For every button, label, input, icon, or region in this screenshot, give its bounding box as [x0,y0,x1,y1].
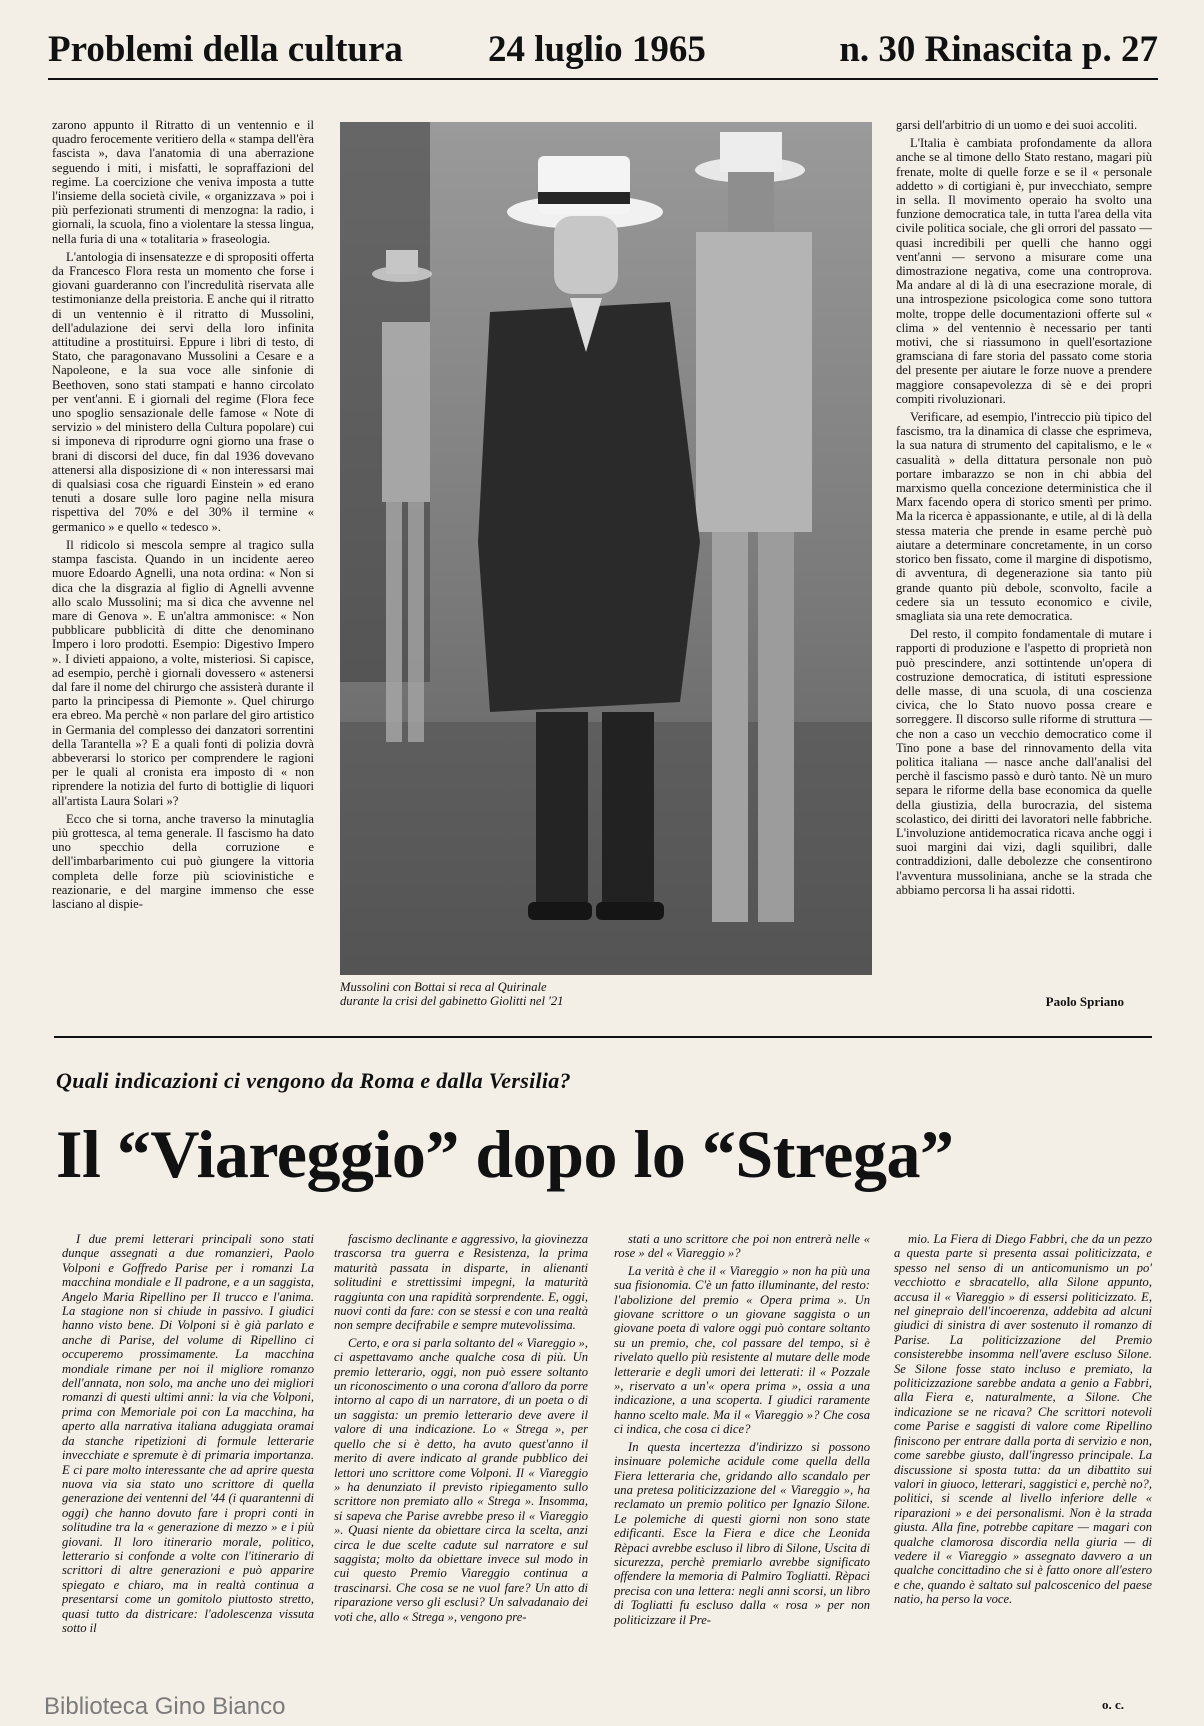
paragraph: mio. La Fiera di Diego Fabbri, che da un pezzo a questa parte si presenta assai politicizzata, e spesso nel senso di un anticomunismo un po' vecchiotto e sbracatello, alla Silone appunto, accusa il « Viareggio » di essersi politicizzato. E, nel ginepraio dell'incoerenza, addebita ad alcuni giudici di sinistra di aver sostenuto il romanzo di Parise. La politicizzazione del Premio consisterebbe insomma nell'avere escluso Silone. Se Silone fosse stato incluso e premiato, la politicizzazione sarebbe andata a genio a Fabbri, alla Fiera e, naturalmente, a Silone. Che indicazione se ne ricava? Che scrittori notevoli come Parise e saggisti di valore come Ripellino finiscono per entrare dalla porta di servizio e non, come sarebbe giusto, dall'ingresso principale. La discussione si sposta tutta: da un dibattito sui valori in giuoco, letterari, saggistici e, perchè no?, politici, si scende al livello inferiore delle « riparazioni » e dei personalismi. Non è la strada giusta. Alla fine, potrebbe capitare — magari con qualche clamorosa discordia nella giuria — di vedere il « Viareggio » assegnato davvero a un qualche concittadino che si è fatto onore all'estero e che, quando è saltato sul palcoscenico del paese natio, ha perso la voce. [894,1232,1152,1607]
paragraph: garsi dell'arbitrio di un uomo e dei suoi accoliti. [896,118,1138,132]
paragraph: Ecco che si torna, anche traverso la minutaglia più grottesca, al tema generale. Il fascismo ha dato uno specchio della corruzione e dell'imbarbarimento cui può giungere la vittoria completa delle forze più sciovinistiche e reazionarie, e del margine immenso che esse lasciano al dispie- [52,811,314,911]
paragraph: zarono appunto il Ritratto di un ventennio e il quadro ferocemente veritiero della « stampa dell'èra fascista », dava l'anatomia di una aberrazione seguendo i miti, i misfatti, le sopraffazioni del regime. La coercizione che veniva imposta a tutte l'insieme della società civile, « organizzava » poi i più perfezionati strumenti di menzogna: la radio, i giornali, la scuola, fino a violentare la stessa lingua, nella furia di una « totalitaria » fraseologia. [52,118,314,246]
masthead [48,28,1158,78]
photo-illustration [340,122,872,975]
paragraph: I due premi letterari principali sono stati dunque assegnati a due romanzieri, Paolo Volponi e Goffredo Parise per i romanzi La macchina mondiale e Il padrone, e a un saggista, Angelo Maria Ripellino per Il trucco e l'anima. La stagione non si chiude in passivo. I giudici hanno visto bene. Di Volponi si è già parlato e anche di Parise, del volume di Ripellino ci occuperemo prossimamente. La macchina mondiale rimane per noi il migliore romanzo dell'annata, non solo, ma anche uno dei migliori romanzi di questi ultimi anni: la via che Volponi, prima con Memoriale poi con La macchina, ha aperto alla narrativa italiana aduggiata oramai da stanche ripetizioni di formule letterarie invecchiate e spremute è di primaria importanza. E ci pare molto interessante che ad aprire questa nuova via sia stato uno scrittore di quella generazione dei ventenni del '44 (i quarantenni di oggi) che hanno dovuto fare i propri conti in solitudine tra la « generazione di mezzo » e i più giovani. Il loro itinerario morale, politico, letterario si confonde a volte con l'itinerario di scrittori di altre generazioni e può apparire spiegato e chiaro, ma in realtà continua a presentarsi come un gomitolo piuttosto stretto, quasi tutto da districare: l'adolescenza vissuta sotto il [62,1232,314,1635]
paragraph: In questa incertezza d'indirizzo si possono insinuare polemiche acidule come quella della Fiera letteraria che, gridando allo scandalo per una pretesa politicizzazione del « Viareggio », ha reclamato un premio politico per Ignazio Silone. Le polemiche di questi giorni non sono state edificanti. Esce la Fiera e dice che Leonida Rèpaci avrebbe escluso il libro di Silone, Uscita di sicurezza, perchè premiarlo avrebbe significato offendere la memoria di Palmiro Togliatti. Rèpaci precisa con una lettera: negli anni scorsi, un libro di Togliatti fu escluso dalla « rosa » per non politicizzare il Pre- [614,1439,870,1627]
article2-column-1 [62,1232,314,1638]
issue-number: n. 30 Rinascita p. 27 [839,29,1158,70]
paragraph: La verità è che il « Viareggio » non ha più una sua fisionomia. C'è un fatto illuminante, del resto: l'abolizione del premio « Opera prima ». Un giovane scrittore o un giovane saggista o un giovane poeta di valore oggi può contare soltanto su un premio, che, col passare del tempo, si è rivelato quello più resistente al mutare delle mode letterarie e degli umori dei letterati: il « Pozzale », riservato a un'« opera prima », ossia a una indicazione, a una scoperta. I giudici raramente hanno scelto male. Ma il « Viareggio »? Che cosa ci indica, che cosa ci dice? [614,1263,870,1437]
article2-headline: Il “Viareggio” dopo lo “Strega” [56,1116,954,1192]
issue-date: 24 luglio 1965 [488,29,706,70]
caption-line: durante la crisi del gabinetto Giolitti nel '21 [340,994,564,1008]
paragraph: L'Italia è cambiata profondamente da allora anche se al timone dello Stato restano, magari più frenate, molte di quelle forze e se il « personale addetto » di cortigiani è, pur invecchiato, sempre in sella. Il movimento operaio ha svolto una funzione democratica tale, in tutta l'area della vita civile politica sociale, che gli orrori del passato — quasi incredibili per quelli che hanno oggi vent'anni — servono a misurare come una dimostrazione negativa, come una controprova. Ma andare al di là di una esecrazione morale, di una introspezione psicologica come sono tuttora molte, troppe delle documentazioni offerte sul « clima » del ventennio è necessario per tanti motivi, che si riassumono in quell'esortazione gramsciana di fare storia del passato come storia del presente per aiutare le forze nuove a prendere maggiore consapevolezza di sè e dei propri compiti rivoluzionari. [896,136,1152,406]
article2-column-3 [614,1232,870,1630]
article1-column-left [52,118,314,915]
photo-caption [340,980,640,1008]
article2-author: o. c. [1101,1697,1124,1712]
historical-photo [340,122,872,975]
article2-column-4 [894,1232,1152,1610]
paragraph: Del resto, il compito fondamentale di mutare i rapporti di produzione e l'aspetto di proprietà non può prescindere, anzi sottintende un'opera di costruzione democratica, di istituti espressione delle masse, di una scuola, di una coscienza civica, che lo Stato nuovo possa creare e sorreggere. Il discorso sulle riforme di struttura — che non a caso un vecchio democratico come il Tino pone a base del rinnovamento della vita politica italiana — nasce anche dall'analisi del perchè il fascismo passò e durò tanto. Nè un muro separa le riforme della base economica da quelle della giustizia, della burocrazia, del sistema scolastico, dei diritti dei lavoratori nelle fabbriche. L'involuzione antidemocratica ricava anche oggi i suoi margini dai vizi, dagli squilibri, dalle contraddizioni, dalle debolezze che consentirono l'avventura mussoliniana, anche se la strada che abbiamo percorsa li ha assai ridotti. [896,627,1152,897]
caption-line: Mussolini con Bottai si reca al Quirinale [340,980,547,994]
article1-author: Paolo Spriano [1045,994,1124,1009]
library-watermark: Biblioteca Gino Bianco [44,1693,286,1720]
masthead-rule [48,78,1158,80]
paragraph: Certo, e ora si parla soltanto del « Viareggio », ci aspettavamo anche qualche cosa di più. Un premio letterario, oggi, non può essere soltanto un riconoscimento o una corona d'alloro da porre intorno al capo di un narratore, di un poeta o di un saggista: un premio letterario deve avere il valore di una indicazione. Lo « Strega », per quello che si è detto, ha avuto quest'anno il merito di avere indicato al grande pubblico dei lettori uno scrittore come Volponi. Il « Viareggio » ha denunziato il previsto ripiegamento sullo scrittore non premiato allo « Strega ». Insomma, si sapeva che Parise avrebbe preso il « Viareggio ». Quasi niente da obiettare circa la scelta, anzi circa le due scelte cadute sul narratore e sul saggista; molto da obiettare invece sul modo in cui questo Premio Viareggio continua a trascinarsi. Che cosa se ne vuol fare? Un atto di riparazione verso gli esclusi? Un salvadanaio dei voti che, allo « Strega », vengono pre- [334,1335,588,1624]
article2-kicker: Quali indicazioni ci vengono da Roma e dalla Versilia? [56,1068,571,1093]
article1-column-right [896,118,1152,901]
paragraph: Il ridicolo si mescola sempre al tragico sulla stampa fascista. Quando in un incidente aereo muore Edoardo Agnelli, una nota ordina: « Non si dica che la disgrazia al figlio di Agnelli avvenne allo scalo Mussolini; ma si dica che avvenne nel mare di Genova ». E un'altra ammonisce: « Non pubblicare pubblicità di ditte che denominano Impero i loro prodotti. Esempio: Digestivo Impero ». I divieti appaiono, a volte, misteriosi. Si capisce, ad esempio, perchè i giornali dovessero « astenersi dal fare il nome del chirurgo che assisterà durante il parto la principessa di Piemonte ». Quel chirurgo era ebreo. Ma perchè « non parlare del giro artistico in Germania del complesso dei danzatori sorrentini della Tarantella »? E a quali fonti di polizia dovrà abbeverarsi lo storico per comprendere le ragioni per le quali al cronista era imposto di « non riprendere la notizia del furto di bottiglie di liquori all'artista Laura Solari »? [52,537,314,808]
article2-column-2 [334,1232,588,1627]
paragraph: Verificare, ad esempio, l'intreccio più tipico del fascismo, tra la dinamica di classe che esprimeva, la sua natura di strumento del capitalismo, e le « casualità » della dittatura personale non può portare imbarazzo se non in chi abbia del marxismo quella concezione deterministica che il Marx facendo opera di storico smentì per primo. Ma la ricerca è appassionante, e utile, al di là della stessa materia che prende in esame perchè può aiutare a determinare concretamente, in un corso storico ben fissato, come il margine di dispotismo, di avventura, di degenerazione sia tanto più grande quanto più debole, sconvolto, facile a cedere sia un tessuto economico e civile, smagliata sia una rete democratica. [896,410,1152,623]
section-title: Problemi della cultura [48,29,403,70]
paragraph: stati a uno scrittore che poi non entrerà nelle « rose » del « Viareggio »? [614,1232,870,1261]
section-divider [54,1036,1152,1038]
paragraph: L'antologia di insensatezze e di spropositi offerta da Francesco Flora resta un momento che forse i giovani guarderanno con l'incredulità riservata alle testimonianze della preistoria. E anche qui il ritratto di un ventennio è il ritratto di Mussolini, dell'adulazione dei servi della loro infinita attitudine a prostituirsi. Eppure i libri di testo, di Stato, che paragonavano Mussolini a Cesare e a Napoleone, e la sua voce alle sinfonie di Beethoven, sono stati stampati e hanno circolato per vent'anni. E i giornali del regime (Flora fece uno spoglio sensazionale delle famose « Note di servizio » del ministero della Cultura popolare) cui si imponeva di riprodurre ogni giorno una frase o brani di discorsi del duce, fin dal 1936 dovevano attenersi alla disposizione di « non interessarsi mai di qualsiasi cosa che riguardi Einstein » ed erano tenuti a dosare sulle loro pagine nella misura rispettiva del 70% e del 30% il termine « germanico » e quello « tedesco ». [52,249,314,534]
paragraph: fascismo declinante e aggressivo, la giovinezza trascorsa tra guerra e Resistenza, la prima maturità passata in disparte, in alienanti solitudini e strettissimi impegni, la maturità raggiunta con una rapidità sorprendente. E, oggi, nuovi conti da fare: con se stessi e con una realtà non sempre decifrabile e sempre mutevolissima. [334,1232,588,1333]
